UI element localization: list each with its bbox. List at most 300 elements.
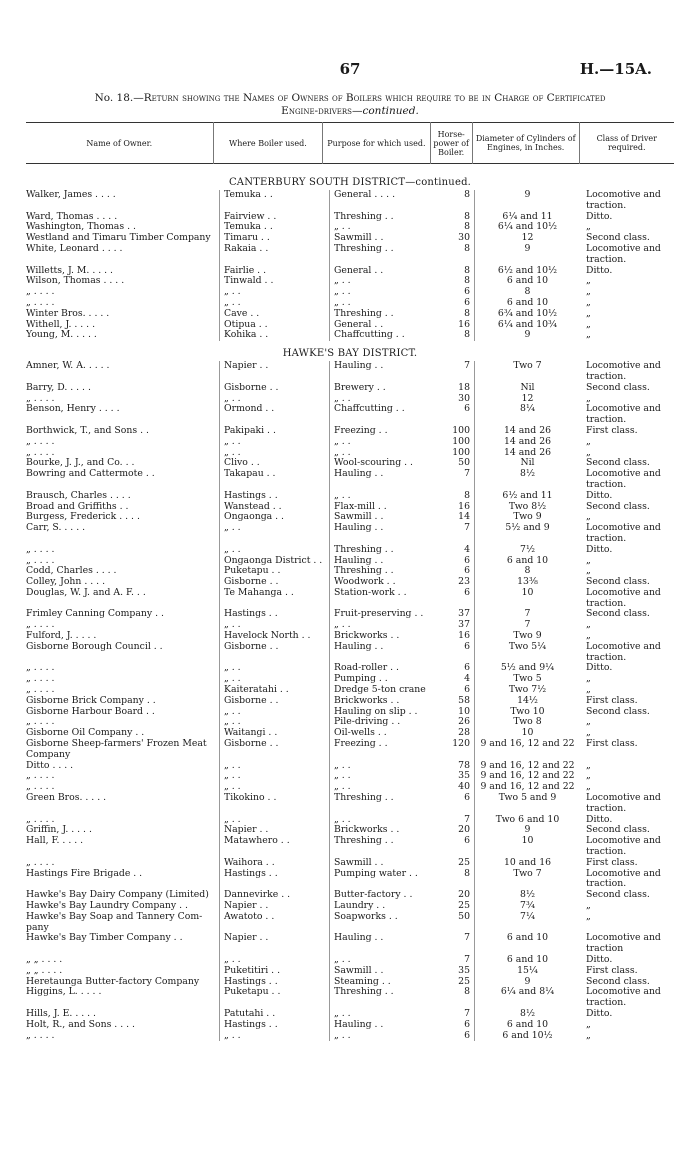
purpose-cell: „ . . xyxy=(329,782,436,793)
owner-cell: „ . . . . xyxy=(26,857,55,868)
purpose-cell: Threshing . . xyxy=(329,212,436,223)
purpose-cell xyxy=(329,923,436,934)
class-cell: Locomotive and xyxy=(586,835,661,847)
diameter-cell xyxy=(474,255,580,266)
table-row xyxy=(26,309,674,320)
where-cell: Hastings . . xyxy=(219,491,329,502)
col-header-where: Where Boiler used. xyxy=(213,123,323,164)
table-row xyxy=(26,190,674,201)
class-cell: Ditto. xyxy=(586,953,613,965)
class-cell: Second class. xyxy=(586,576,650,588)
where-cell: Ormond . . xyxy=(219,404,329,415)
owner-cell: Hastings Fire Brigade . . xyxy=(26,868,143,879)
table-row xyxy=(26,653,674,664)
table-row xyxy=(26,987,674,998)
table-row xyxy=(26,998,674,1009)
where-cell: Gisborne . . xyxy=(219,383,329,394)
where-cell xyxy=(219,998,329,1009)
class-cell xyxy=(580,750,674,761)
where-cell xyxy=(219,372,329,383)
diameter-cell: 9 and 16, 12 and 22 xyxy=(474,739,580,750)
purpose-cell: Brickworks . . xyxy=(329,825,436,836)
horsepower-cell: 7 xyxy=(464,932,470,944)
horsepower-cell: 7 xyxy=(464,522,470,534)
diameter-cell: 9 xyxy=(474,977,580,988)
horsepower-cell: 50 xyxy=(458,910,470,922)
where-cell: Waihora . . xyxy=(219,858,329,869)
horsepower-cell: 6 xyxy=(464,286,470,298)
table-row xyxy=(26,201,674,212)
purpose-cell: Brewery . . xyxy=(329,383,436,394)
class-cell: Locomotive and xyxy=(586,468,661,480)
class-cell: „ xyxy=(586,684,591,696)
diameter-cell: 7¼ xyxy=(474,912,580,923)
owner-cell: „ . . . . xyxy=(26,297,55,308)
owner-cell: Douglas, W. J. and A. F. . . xyxy=(26,587,146,598)
owner-cell: Benson, Henry . . . . xyxy=(26,404,120,415)
class-cell: Second class. xyxy=(586,824,650,836)
table-row xyxy=(26,609,674,620)
class-cell: traction. xyxy=(586,370,627,382)
owner-cell: Washington, Thomas . . xyxy=(26,222,136,233)
horsepower-cell: 6 xyxy=(464,296,470,308)
class-cell: traction. xyxy=(586,199,627,211)
diameter-cell: 6¼ and 8¼ xyxy=(474,987,580,998)
purpose-cell: Sawmill . . xyxy=(329,233,436,244)
purpose-cell: Brickworks . . xyxy=(329,696,436,707)
purpose-cell: Dredge 5-ton crane xyxy=(329,685,436,696)
class-cell: Ditto. xyxy=(586,264,613,276)
purpose-cell: „ . . xyxy=(329,448,436,459)
where-cell: Temuka . . xyxy=(219,190,329,201)
owner-cell xyxy=(26,599,219,610)
purpose-cell: General . . xyxy=(329,320,436,331)
owner-cell: Colley, John . . . . xyxy=(26,577,106,588)
owner-cell: Gisborne Harbour Board . . xyxy=(26,706,155,717)
class-cell: Locomotive and xyxy=(586,242,661,254)
purpose-cell: „ . . xyxy=(329,1009,436,1020)
table-row xyxy=(26,869,674,880)
where-cell xyxy=(219,804,329,815)
horsepower-cell: 6 xyxy=(464,662,470,674)
district-heading: CANTERBURY SOUTH DISTRICT—continued. xyxy=(228,177,472,188)
diameter-cell: Two 5¼ xyxy=(474,642,580,653)
table-row xyxy=(26,901,674,912)
horsepower-cell: 6 xyxy=(464,835,470,847)
diameter-cell: 8½ xyxy=(474,1009,580,1020)
class-cell: traction. xyxy=(586,846,627,858)
purpose-cell xyxy=(329,847,436,858)
owner-cell: Hawke's Bay Dairy Company (Limited) xyxy=(26,890,209,901)
diameter-cell: 9 and 16, 12 and 22 xyxy=(474,761,580,772)
table-row xyxy=(26,966,674,977)
owner-cell xyxy=(26,255,219,266)
class-cell: Ditto. xyxy=(586,210,613,222)
diameter-cell: Two 5 and 9 xyxy=(474,793,580,804)
purpose-cell: „ . . xyxy=(329,815,436,826)
purpose-cell: Road-roller . . xyxy=(329,663,436,674)
where-cell: Napier . . xyxy=(219,901,329,912)
owner-cell: Hawke's Bay Soap and Tannery Com- xyxy=(26,911,203,922)
purpose-cell: Wool-scouring . . xyxy=(329,458,436,469)
table-row xyxy=(26,394,674,405)
diameter-cell: 12 xyxy=(474,233,580,244)
horsepower-cell: 8 xyxy=(464,307,470,319)
horsepower-cell: 8 xyxy=(464,329,470,341)
horsepower-cell: 6 xyxy=(464,554,470,566)
horsepower-cell: 23 xyxy=(458,576,470,588)
class-cell: „ xyxy=(586,673,591,685)
class-cell: Locomotive and xyxy=(586,792,661,804)
class-cell: First class. xyxy=(586,738,638,750)
table-row xyxy=(26,361,674,372)
where-cell: Matawhero . . xyxy=(219,836,329,847)
where-cell: „ . . xyxy=(219,437,329,448)
where-cell: „ . . xyxy=(219,674,329,685)
where-cell: Gisborne . . xyxy=(219,642,329,653)
table-row xyxy=(26,696,674,707)
class-cell: traction. xyxy=(586,253,627,265)
where-cell xyxy=(219,847,329,858)
horsepower-cell: 8 xyxy=(464,221,470,233)
purpose-cell xyxy=(329,480,436,491)
purpose-cell: Freezing . . xyxy=(329,739,436,750)
diameter-cell: Two 9 xyxy=(474,512,580,523)
where-cell: Waitangi . . xyxy=(219,728,329,739)
owner-cell: „ . . . . xyxy=(26,717,55,728)
table-row xyxy=(26,415,674,426)
diameter-cell: 8½ xyxy=(474,890,580,901)
purpose-cell: Hauling . . xyxy=(329,642,436,653)
purpose-cell: Soapworks . . xyxy=(329,912,436,923)
horsepower-cell: 7 xyxy=(464,953,470,965)
purpose-cell: Hauling on slip . . xyxy=(329,707,436,718)
horsepower-cell: 100 xyxy=(452,446,470,458)
class-cell: „ xyxy=(586,1018,591,1030)
caption-prefix: No. 18.— xyxy=(94,92,144,104)
diameter-cell: Two 8 xyxy=(474,717,580,728)
class-cell: „ xyxy=(586,770,591,782)
where-cell: „ . . xyxy=(219,523,329,534)
owner-cell: Ditto . . . . xyxy=(26,760,74,771)
table-row xyxy=(26,858,674,869)
where-cell: Cave . . xyxy=(219,309,329,320)
horsepower-cell: 25 xyxy=(458,856,470,868)
purpose-cell: Flax-mill . . xyxy=(329,502,436,513)
horsepower-cell: 6 xyxy=(464,586,470,598)
where-cell: Kohika . . xyxy=(219,330,329,341)
diameter-cell xyxy=(474,804,580,815)
horsepower-cell: 16 xyxy=(458,630,470,642)
horsepower-cell: 6 xyxy=(464,565,470,577)
class-cell: Second class. xyxy=(586,889,650,901)
owner-cell xyxy=(26,847,219,858)
table-row xyxy=(26,933,674,944)
where-cell: Hastings . . xyxy=(219,609,329,620)
owner-cell xyxy=(26,879,219,890)
where-cell: Gisborne . . xyxy=(219,739,329,750)
table-row xyxy=(26,782,674,793)
diameter-cell: 6¼ and 10½ xyxy=(474,222,580,233)
class-cell: „ xyxy=(586,759,591,771)
where-cell: Kaiteratahi . . xyxy=(219,685,329,696)
purpose-cell: „ . . xyxy=(329,620,436,631)
where-cell: Tinwald . . xyxy=(219,276,329,287)
purpose-cell: „ . . xyxy=(329,394,436,405)
horsepower-cell: 8 xyxy=(464,242,470,254)
purpose-cell: Hauling . . xyxy=(329,556,436,567)
class-cell: Ditto. xyxy=(586,543,613,555)
where-cell: Fairlie . . xyxy=(219,266,329,277)
class-cell: traction xyxy=(586,943,624,955)
where-cell: Clivo . . xyxy=(219,458,329,469)
purpose-cell: Pumping . . xyxy=(329,674,436,685)
where-cell: Tikokino . . xyxy=(219,793,329,804)
diameter-cell: 8 xyxy=(474,287,580,298)
where-cell xyxy=(219,944,329,955)
table-row xyxy=(26,674,674,685)
diameter-cell: Two 9 xyxy=(474,631,580,642)
class-cell: „ xyxy=(586,275,591,287)
where-cell: Dannevirke . . xyxy=(219,890,329,901)
diameter-cell: 13⅜ xyxy=(474,577,580,588)
horsepower-cell: 6 xyxy=(464,1029,470,1041)
horsepower-cell: 20 xyxy=(458,889,470,901)
diameter-cell: Two 7 xyxy=(474,361,580,372)
horsepower-cell: 35 xyxy=(458,770,470,782)
owner-cell: Heretaunga Butter-factory Company xyxy=(26,976,200,987)
diameter-cell: 8¼ xyxy=(474,404,580,415)
table-row xyxy=(26,448,674,459)
horsepower-cell xyxy=(436,804,474,815)
table-row xyxy=(26,266,674,277)
class-cell: „ xyxy=(586,446,591,458)
table-row xyxy=(26,793,674,804)
diameter-cell: 6½ and 11 xyxy=(474,491,580,502)
table-row xyxy=(26,717,674,728)
horsepower-cell: 100 xyxy=(452,424,470,436)
where-cell: „ . . xyxy=(219,955,329,966)
owner-cell: Barry, D. . . . . xyxy=(26,382,91,393)
table-row xyxy=(26,663,674,674)
owner-cell: Westland and Timaru Timber Company xyxy=(26,233,211,244)
owner-cell: Winter Bros. . . . . xyxy=(26,308,110,319)
owner-cell: Amner, W. A. . . . . xyxy=(26,361,110,372)
class-cell: Second class. xyxy=(586,608,650,620)
class-cell: traction. xyxy=(586,532,627,544)
where-cell: Rakaia . . xyxy=(219,244,329,255)
class-cell: traction. xyxy=(586,878,627,890)
purpose-cell: Threshing . . xyxy=(329,793,436,804)
class-cell: Second class. xyxy=(586,381,650,393)
diameter-cell: 6 and 10 xyxy=(474,298,580,309)
owner-cell xyxy=(26,415,219,426)
owner-cell: Walker, James . . . . xyxy=(26,190,116,200)
diameter-cell: 7 xyxy=(474,620,580,631)
diameter-cell: 10 and 16 xyxy=(474,858,580,869)
diameter-cell: Nil xyxy=(474,458,580,469)
class-cell: Locomotive and xyxy=(586,189,661,200)
where-cell xyxy=(219,750,329,761)
horsepower-cell: 7 xyxy=(464,813,470,825)
purpose-cell xyxy=(329,201,436,212)
class-cell: traction. xyxy=(586,802,627,814)
col-header-owner: Name of Owner. xyxy=(86,138,153,148)
horsepower-cell: 6 xyxy=(464,640,470,652)
table-row xyxy=(26,255,674,266)
diameter-cell: 15¼ xyxy=(474,966,580,977)
col-header-purpose: Purpose for which used. xyxy=(323,123,430,164)
class-cell: First class. xyxy=(586,694,638,706)
owner-cell: Bourke, J. J., and Co. . . xyxy=(26,458,135,469)
owner-cell: Brausch, Charles . . . . xyxy=(26,490,131,501)
horsepower-cell: 8 xyxy=(464,264,470,276)
class-cell: „ xyxy=(586,630,591,642)
col-header-horsepower: Horse-power of Boiler. xyxy=(430,123,472,164)
owner-cell: „ . . . . xyxy=(26,674,55,685)
purpose-cell: Woodwork . . xyxy=(329,577,436,588)
purpose-cell: Steaming . . xyxy=(329,977,436,988)
class-cell: „ xyxy=(586,900,591,911)
horsepower-cell: 40 xyxy=(458,781,470,793)
horsepower-cell: 120 xyxy=(452,738,470,750)
table-row xyxy=(26,480,674,491)
horsepower-cell: 35 xyxy=(458,964,470,976)
where-cell: Te Mahanga . . xyxy=(219,588,329,599)
col-header-diameter: Diameter of Cylinders of Engines, in Inches. xyxy=(472,123,579,164)
caption-line-2: Engine-drivers— xyxy=(281,105,363,117)
diameter-cell: Two 5 xyxy=(474,674,580,685)
diameter-cell: 9 and 16, 12 and 22 xyxy=(474,771,580,782)
where-cell xyxy=(219,480,329,491)
purpose-cell: Laundry . . xyxy=(329,901,436,912)
class-cell: First class. xyxy=(586,856,638,868)
horsepower-cell: 28 xyxy=(458,727,470,739)
diameter-cell: 9 xyxy=(474,190,580,201)
owner-cell: Burgess, Frederick . . . . xyxy=(26,512,140,523)
column-header-row xyxy=(26,122,674,164)
purpose-cell: „ . . xyxy=(329,222,436,233)
purpose-cell: „ . . xyxy=(329,298,436,309)
where-cell: „ . . xyxy=(219,620,329,631)
diameter-cell: Nil xyxy=(474,383,580,394)
purpose-cell: „ . . xyxy=(329,437,436,448)
purpose-cell: Threshing . . xyxy=(329,545,436,556)
owner-cell xyxy=(26,201,219,212)
horsepower-cell: 6 xyxy=(464,684,470,696)
diameter-cell: 7 xyxy=(474,609,580,620)
diameter-cell: 9 xyxy=(474,825,580,836)
purpose-cell: Chaffcutting . . xyxy=(329,404,436,415)
class-cell: „ xyxy=(586,511,591,523)
class-cell: „ xyxy=(586,392,591,404)
diameter-cell: 6 and 10 xyxy=(474,556,580,567)
where-cell: „ . . xyxy=(219,545,329,556)
horsepower-cell: 4 xyxy=(464,543,470,555)
where-cell xyxy=(219,255,329,266)
table-row xyxy=(26,244,674,255)
where-cell: Puketitiri . . xyxy=(219,966,329,977)
where-cell: Hastings . . xyxy=(219,869,329,880)
diameter-cell: 12 xyxy=(474,394,580,405)
diameter-cell: 6½ and 10½ xyxy=(474,266,580,277)
diameter-cell: Two 7½ xyxy=(474,685,580,696)
horsepower-cell: 4 xyxy=(464,673,470,685)
horsepower-cell: 25 xyxy=(458,900,470,911)
where-cell: „ . . xyxy=(219,771,329,782)
purpose-cell xyxy=(329,599,436,610)
purpose-cell: Hauling . . xyxy=(329,469,436,480)
purpose-cell: „ . . xyxy=(329,1031,436,1042)
owner-cell: Higgins, L. . . . . xyxy=(26,987,102,998)
class-cell: traction. xyxy=(586,478,627,490)
table-row xyxy=(26,523,674,534)
owner-cell: Willetts, J. M. . . . . xyxy=(26,265,113,276)
diameter-cell: 6 and 10 xyxy=(474,1020,580,1031)
where-cell: Gisborne . . xyxy=(219,696,329,707)
horsepower-cell: 20 xyxy=(458,824,470,836)
where-cell: Napier . . xyxy=(219,825,329,836)
purpose-cell: Chaffcutting . . xyxy=(329,330,436,341)
horsepower-cell: 7 xyxy=(464,360,470,372)
where-cell: Pakipaki . . xyxy=(219,426,329,437)
horsepower-cell: 78 xyxy=(458,759,470,771)
purpose-cell xyxy=(329,255,436,266)
horsepower-cell: 18 xyxy=(458,381,470,393)
table-row xyxy=(26,588,674,599)
table-row xyxy=(26,815,674,826)
where-cell: Gisborne . . xyxy=(219,577,329,588)
owner-cell: „ . . . . xyxy=(26,685,55,696)
diameter-cell: 5½ and 9 xyxy=(474,523,580,534)
where-cell: „ . . xyxy=(219,761,329,772)
horsepower-cell: 8 xyxy=(464,489,470,501)
purpose-cell: Pumping water . . xyxy=(329,869,436,880)
purpose-cell: General . . xyxy=(329,266,436,277)
horsepower-cell: 58 xyxy=(458,694,470,706)
class-cell: First class. xyxy=(586,964,638,976)
purpose-cell: „ . . xyxy=(329,771,436,782)
table-row xyxy=(26,944,674,955)
diameter-cell: 10 xyxy=(474,836,580,847)
table-row xyxy=(26,923,674,934)
where-cell: „ . . xyxy=(219,287,329,298)
where-cell xyxy=(219,415,329,426)
document-reference: H.—15A. xyxy=(579,60,652,78)
horsepower-cell: 26 xyxy=(458,716,470,728)
owner-cell: pany xyxy=(26,922,49,933)
table-row xyxy=(26,750,674,761)
where-cell: Takapau . . xyxy=(219,469,329,480)
where-cell: „ . . xyxy=(219,394,329,405)
class-cell: „ xyxy=(586,307,591,319)
diameter-cell: Two 10 xyxy=(474,707,580,718)
caption-line-1: Return showing the Names of Owners of Boilers which require to be in Charge of Certificated xyxy=(143,92,606,104)
class-cell: Locomotive and xyxy=(586,522,661,534)
owner-cell: Gisborne Oil Company . . xyxy=(26,728,145,739)
purpose-cell: Sawmill . . xyxy=(329,858,436,869)
owner-cell: „ . . . . xyxy=(26,1030,55,1041)
class-cell: „ xyxy=(586,296,591,308)
owner-cell: „ . . . . xyxy=(26,771,55,782)
table-row xyxy=(26,761,674,772)
horsepower-cell: 10 xyxy=(458,705,470,717)
table-row xyxy=(26,890,674,901)
table-row xyxy=(26,879,674,890)
diameter-cell: 9 xyxy=(474,244,580,255)
diameter-cell: 9 xyxy=(474,330,580,341)
class-cell: Locomotive and xyxy=(586,360,661,372)
